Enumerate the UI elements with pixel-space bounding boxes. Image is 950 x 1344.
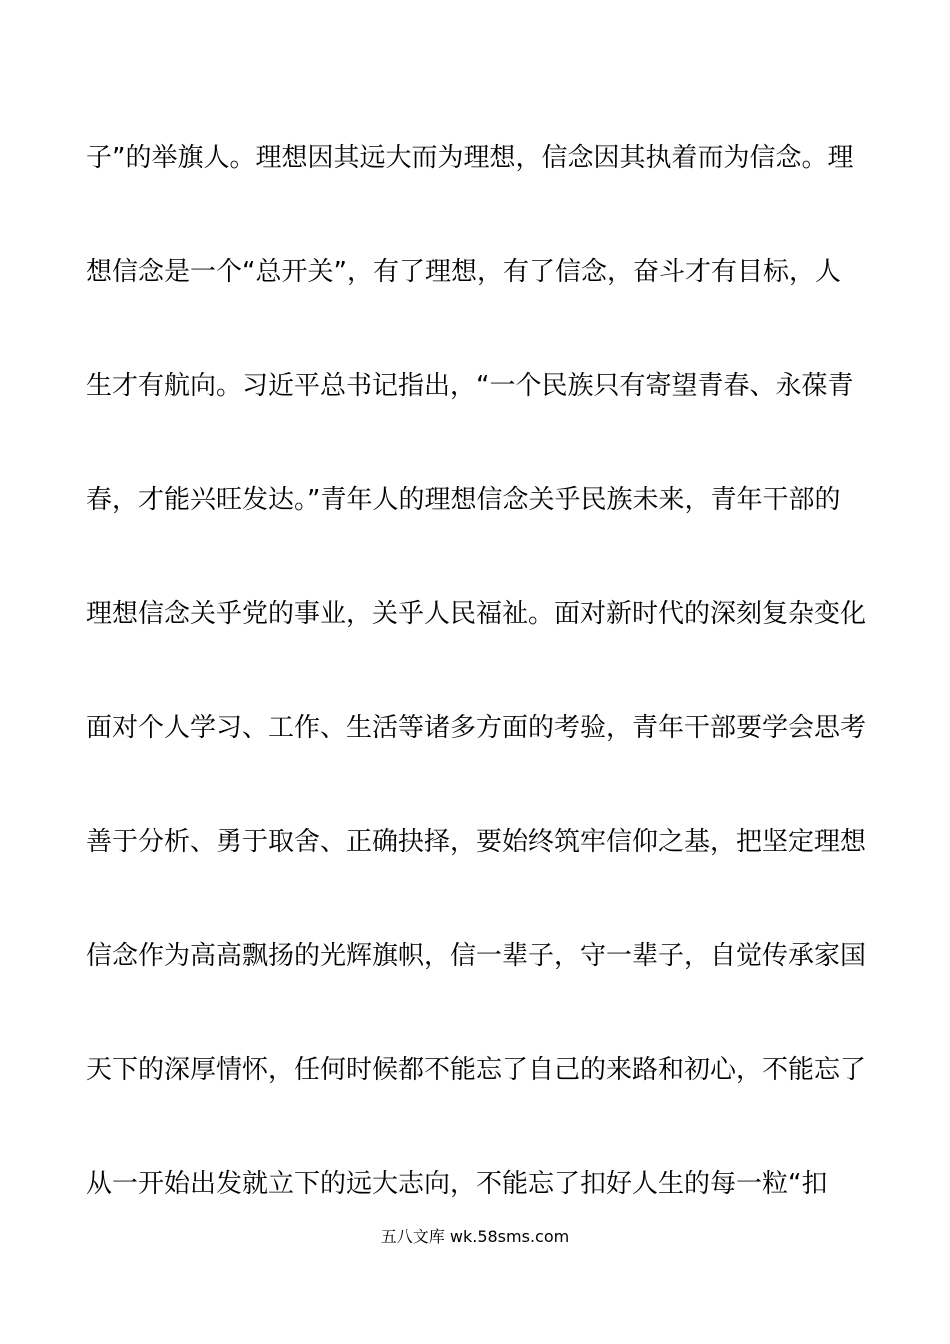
text-line-2: 想信念是一个“总开关”，有了理想，有了信念，奋斗才有目标，人 [86,257,841,287]
text-line-4: 春，才能兴旺发达。”青年人的理想信念关乎民族未来，青年干部的 [86,485,841,515]
text-line-6: 面对个人学习、工作、生活等诸多方面的考验，青年干部要学会思考 [86,713,867,743]
text-line-9: 天下的深厚情怀，任何时候都不能忘了自己的来路和初心，不能忘了 [86,1055,867,1085]
text-line-1: 子”的举旗人。理想因其远大而为理想，信念因其执着而为信念。理 [86,143,854,173]
text-line-8: 信念作为高高飘扬的光辉旗帜，信一辈子，守一辈子，自觉传承家国 [86,941,867,971]
text-line-7: 善于分析、勇于取舍、正确抉择，要始终筑牢信仰之基，把坚定理想 [86,827,867,857]
page-footer: 五八文库 wk.58sms.com [380,1227,570,1246]
text-line-3: 生才有航向。习近平总书记指出，“一个民族只有寄望青春、永葆青 [86,371,854,401]
text-line-10: 从一开始出发就立下的远大志向，不能忘了扣好人生的每一粒“扣 [86,1169,828,1199]
body-paragraph [86,136,876,1276]
text-line-5: 理想信念关乎党的事业，关乎人民福祉。面对新时代的深刻复杂变化 [86,599,867,629]
